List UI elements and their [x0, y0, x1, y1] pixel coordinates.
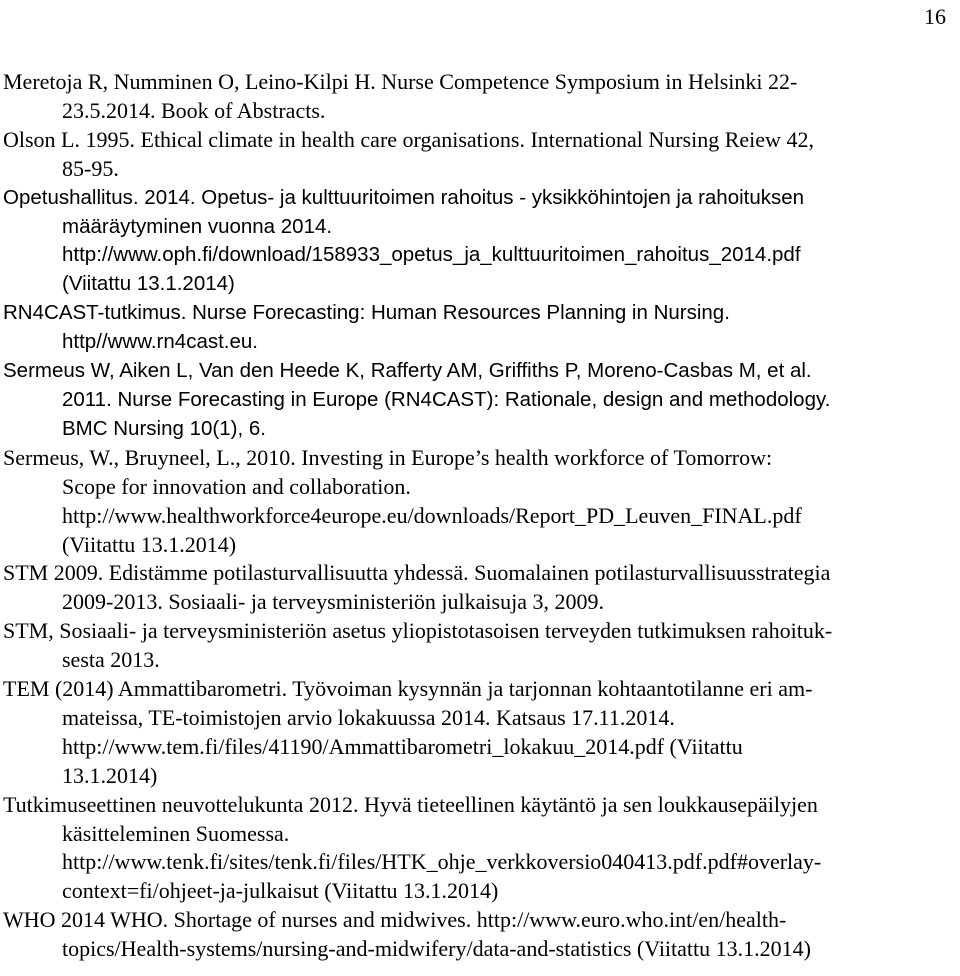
reference-line: Olson L. 1995. Ethical climate in health care organisations. International Nursing Reiew 42,	[3, 126, 814, 152]
reference-link[interactable]: http://www.tenk.fi/sites/tenk.fi/files/HTK_ohje_verkkoversio040413.pdf.pdf#overlay-	[62, 849, 822, 875]
reference-entry	[3, 126, 953, 184]
reference-line: Tutkimuseettinen neuvottelukunta 2012. Hyvä tieteellinen käytäntö ja sen loukkausepäilyjen	[3, 791, 818, 817]
reference-line: 2009-2013. Sosiaali- ja terveysministeriön julkaisuja 3, 2009.	[62, 589, 604, 615]
reference-link[interactable]: http://www.healthworkforce4europe.eu/downloads/Report_PD_Leuven_FINAL.pdf	[62, 502, 802, 528]
reference-line: käsitteleminen Suomessa.	[62, 820, 290, 846]
reference-line: 85-95.	[62, 155, 119, 181]
reference-entry	[3, 357, 953, 444]
reference-list	[3, 68, 953, 964]
reference-line: topics/Health-systems/nursing-and-midwifery/data-and-statistics (Viitattu 13.1.2014)	[62, 936, 811, 962]
reference-line: RN4CAST-tutkimus. Nurse Forecasting: Human Resources Planning in Nursing.	[3, 301, 730, 325]
reference-line: määräytyminen vuonna 2014.	[62, 214, 333, 238]
reference-line: Meretoja R, Numminen O, Leino-Kilpi H. Nurse Competence Symposium in Helsinki 22-	[3, 69, 798, 94]
reference-line: 13.1.2014)	[62, 762, 158, 788]
reference-entry	[3, 184, 953, 300]
reference-entry	[3, 617, 953, 675]
reference-entry	[3, 299, 953, 357]
reference-line: 23.5.2014. Book of Abstracts.	[62, 97, 326, 123]
reference-line: sesta 2013.	[62, 647, 160, 673]
reference-line: context=fi/ohjeet-ja-julkaisut (Viitattu 13.1.2014)	[62, 878, 499, 904]
reference-line: Sermeus, W., Bruyneel, L., 2010. Investing in Europe’s health workforce of Tomorrow:	[3, 444, 773, 470]
reference-line: STM, Sosiaali- ja terveysministeriön asetus yliopistotasoisen terveyden tutkimuksen rahoituk-	[3, 618, 833, 644]
reference-line: (Viitattu 13.1.2014)	[62, 531, 237, 557]
reference-line: Opetushallitus. 2014. Opetus- ja kulttuuritoimen rahoitus - yksikköhintojen ja rahoituksen	[3, 185, 805, 209]
reference-entry	[3, 906, 953, 964]
reference-entry	[3, 675, 953, 791]
reference-entry	[3, 68, 953, 126]
reference-line: STM 2009. Edistämme potilasturvallisuutta yhdessä. Suomalainen potilasturvallisuusstrategia	[3, 560, 831, 586]
reference-line: Sermeus W, Aiken L, Van den Heede K, Rafferty AM, Griffiths P, Moreno-Casbas M, et al.	[3, 359, 812, 383]
reference-line: WHO 2014 WHO. Shortage of nurses and midwives. http://www.euro.who.int/en/health-	[3, 907, 787, 933]
reference-entry	[3, 444, 953, 560]
reference-link[interactable]: http://www.oph.fi/download/158933_opetus_ja_kulttuuritoimen_rahoitus_2014.pdf	[62, 243, 801, 267]
reference-link[interactable]: http//www.rn4cast.eu.	[62, 330, 258, 354]
reference-line: (Viitattu 13.1.2014)	[62, 272, 235, 296]
reference-line: TEM (2014) Ammattibarometri. Työvoiman kysynnän ja tarjonnan kohtaantotilanne eri am-	[3, 676, 813, 702]
reference-entry	[3, 559, 953, 617]
page-number: 16	[924, 4, 946, 29]
reference-link[interactable]: http://www.tem.fi/files/41190/Ammattibarometri_lokakuu_2014.pdf (Viitattu	[62, 733, 743, 759]
reference-line: mateissa, TE-toimistojen arvio lokakuussa 2014. Katsaus 17.11.2014.	[62, 704, 675, 730]
reference-line: Scope for innovation and collaboration.	[62, 473, 411, 499]
reference-entry	[3, 791, 953, 907]
reference-line: BMC Nursing 10(1), 6.	[62, 416, 266, 440]
reference-line: 2011. Nurse Forecasting in Europe (RN4CAST): Rationale, design and methodology.	[62, 387, 831, 411]
